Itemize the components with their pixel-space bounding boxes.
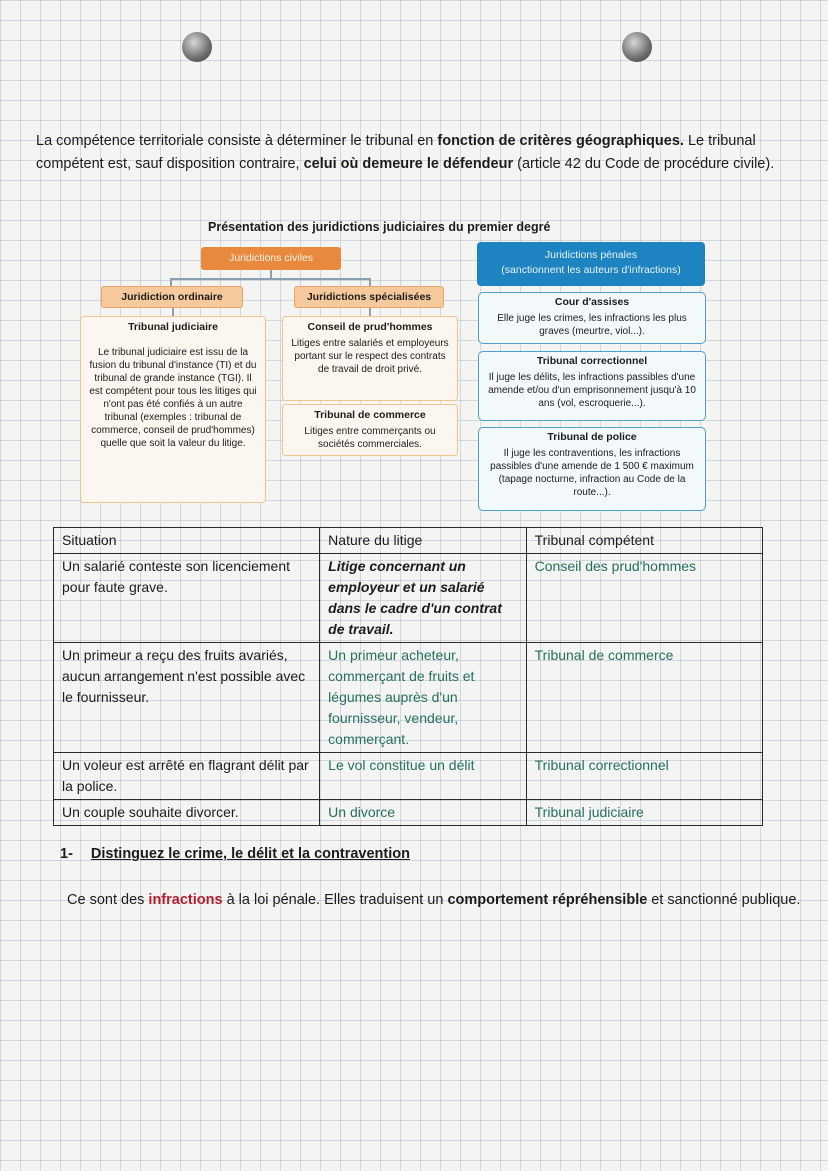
question-number: 1- (60, 846, 73, 862)
table-cell: Tribunal correctionnel (526, 753, 762, 800)
table-row (54, 643, 763, 753)
ordinary-jurisdiction-label: Juridiction ordinaire (101, 286, 243, 308)
table-cell: Un salarié conteste son licenciement pour faute grave. (54, 554, 320, 643)
cases-table (53, 527, 763, 826)
answer-text: à la loi pénale. Elles traduisent un (222, 892, 448, 908)
civil-jurisdictions-label: Juridictions civiles (201, 247, 341, 270)
card-text: Il juge les délits, les infractions passibles d'une amende et/ou d'un emprisonnement jusqu'à 10 ans (vol, escroquerie...). (488, 372, 696, 409)
header-cell: Tribunal compétent (526, 528, 762, 554)
card-title: Tribunal de police (547, 431, 637, 443)
card-text: Il juge les contraventions, les infractions passibles d'une amende de 1 500 € maximum (tapage nocturne, infraction au Code de la route...). (490, 448, 694, 498)
table-cell: Un couple souhaite divorcer. (54, 800, 320, 826)
table-cell: Un divorce (320, 800, 526, 826)
answer-paragraph (67, 888, 807, 913)
intro-bold-1: fonction de critères géographiques. (437, 133, 684, 149)
card-title: Conseil de prud'hommes (307, 321, 433, 333)
table-row (54, 554, 763, 643)
header-cell: Situation (54, 528, 320, 554)
connector (170, 278, 370, 280)
table-header-row (54, 528, 763, 554)
table-cell: Tribunal judiciaire (526, 800, 762, 826)
card-text: Litiges entre commerçants ou sociétés commerciales. (304, 426, 436, 450)
table-cell: Un voleur est arrêté en flagrant délit par la police. (54, 753, 320, 800)
binder-hole-right (622, 32, 652, 62)
connector (270, 270, 272, 278)
table-cell: Le vol constitue un délit (320, 753, 526, 800)
answer-text: Ce sont des (67, 892, 149, 908)
intro-text: (article 42 du Code de procédure civile). (513, 156, 775, 172)
cour-assises-card (478, 292, 706, 344)
card-text: Elle juge les crimes, les infractions les plus graves (meurtre, viol...). (497, 313, 687, 337)
question-text: Distinguez le crime, le délit et la contravention (90, 846, 410, 862)
penal-line-2: (sanctionnent les auteurs d'infractions) (501, 264, 681, 276)
card-title: Tribunal correctionnel (536, 355, 648, 367)
table-cell: Litige concernant un employeur et un salarié dans le cadre d'un contrat de travail. (320, 554, 526, 643)
card-title: Cour d'assises (554, 296, 630, 308)
card-title: Tribunal de commerce (314, 409, 426, 421)
question-heading (60, 846, 410, 862)
answer-text: et sanctionné publique. (647, 892, 801, 908)
binder-hole-left (182, 32, 212, 62)
intro-text: La compétence territoriale consiste à déterminer le tribunal en (36, 133, 438, 149)
tribunal-correctionnel-card (478, 351, 706, 421)
card-title: Tribunal judiciaire (128, 321, 218, 333)
table-row (54, 800, 763, 826)
table-row (54, 753, 763, 800)
prudhommes-card (282, 316, 458, 401)
answer-bold: comportement répréhensible (447, 892, 648, 908)
commerce-card (282, 404, 458, 456)
table-cell: Tribunal de commerce (526, 643, 762, 753)
card-text: Litiges entre salariés et employeurs portant sur le respect des contrats de travail de droit privé. (291, 338, 449, 375)
table-cell: Un primeur acheteur, commerçant de fruits et légumes auprès d'un fournisseur, vendeur, commerçant. (320, 643, 526, 753)
penal-jurisdictions-label (477, 242, 705, 286)
penal-line-1: Juridictions pénales (544, 249, 638, 261)
specialized-jurisdictions-label: Juridictions spécialisées (294, 286, 444, 308)
intro-text: Le tribunal compétent est, sauf disposition contraire, (36, 133, 756, 172)
diagram-title: Présentation des juridictions judiciaires du premier degré (208, 220, 551, 234)
header-cell: Nature du litige (320, 528, 526, 554)
tribunal-police-card (478, 427, 706, 511)
card-text: Le tribunal judiciaire est issu de la fusion du tribunal d'instance (TI) et du tribunal de grande instance (TGI). Il est compétent pour tous les litiges qui n'ont pas été confiés à un autre tribunal (exemples : tribunal de commerce, conseil de prud'hommes) quelle que soit la valeur du litige. (89, 347, 257, 449)
intro-paragraph (36, 130, 796, 176)
intro-bold-2: celui où demeure le défendeur (303, 156, 514, 172)
answer-highlight: infractions (148, 892, 223, 908)
table-cell: Conseil des prud'hommes (526, 554, 762, 643)
table-cell: Un primeur a reçu des fruits avariés, aucun arrangement n'est possible avec le fournisseur. (54, 643, 320, 753)
tribunal-judiciaire-card (80, 316, 266, 503)
